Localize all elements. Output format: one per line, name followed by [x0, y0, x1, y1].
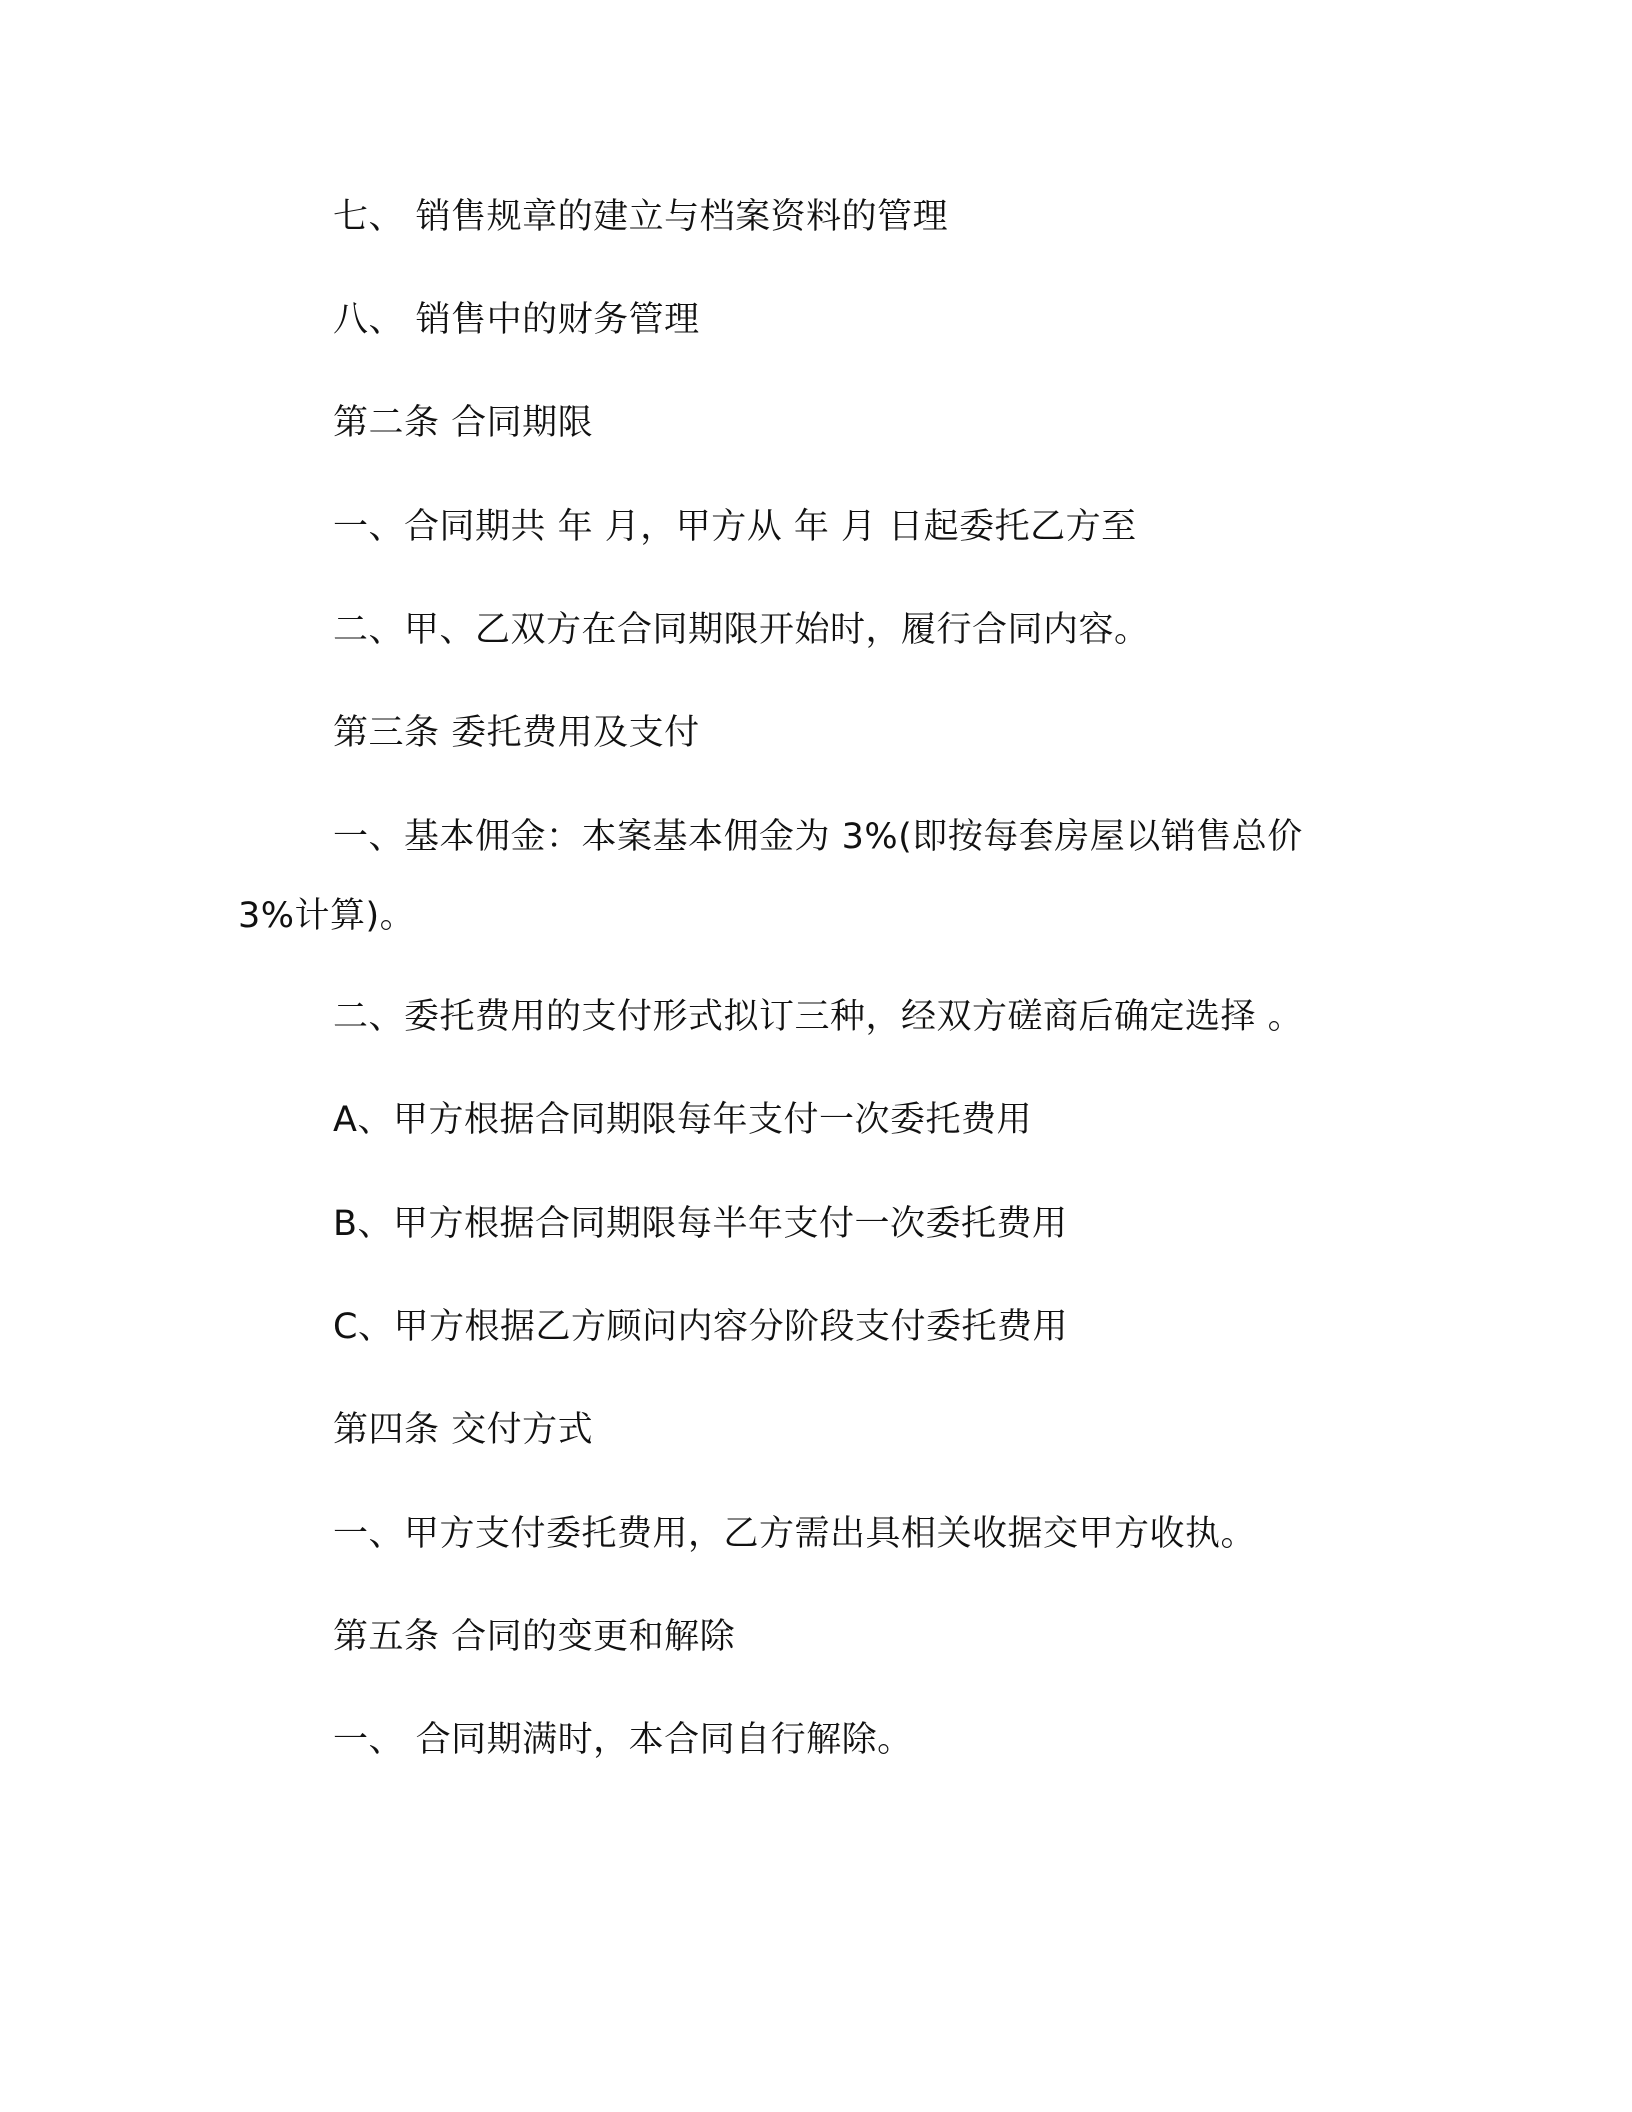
article-2-heading: 第二条 合同期限 — [333, 403, 594, 443]
payment-option-b: B、甲方根据合同期限每半年支付一次委托费用 — [333, 1204, 1068, 1244]
article-5-heading: 第五条 合同的变更和解除 — [333, 1617, 736, 1657]
article-5-clause-1: 一、 合同期满时，本合同自行解除。 — [333, 1720, 913, 1760]
article-3-clause-1: 一、基本佣金：本案基本佣金为 3%(即按每套房屋以销售总价 — [333, 817, 1303, 857]
payment-option-a: A、甲方根据合同期限每年支付一次委托费用 — [333, 1100, 1032, 1140]
article-3-clause-2: 二、委托费用的支付形式拟订三种，经双方磋商后确定选择 。 — [333, 997, 1304, 1037]
article-3-heading: 第三条 委托费用及支付 — [333, 713, 700, 753]
article-3-clause-1-continued: 3%计算)。 — [238, 896, 416, 936]
item-8-finance: 八、 销售中的财务管理 — [333, 300, 700, 340]
payment-option-c: C、甲方根据乙方顾问内容分阶段支付委托费用 — [333, 1307, 1068, 1347]
article-4-heading: 第四条 交付方式 — [333, 1410, 594, 1450]
item-7-sales-rules: 七、 销售规章的建立与档案资料的管理 — [333, 197, 949, 237]
article-2-clause-2: 二、甲、乙双方在合同期限开始时，履行合同内容。 — [333, 610, 1150, 650]
article-2-clause-1: 一、合同期共 年 月，甲方从 年 月 日起委托乙方至 — [333, 507, 1137, 547]
article-4-clause-1: 一、甲方支付委托费用，乙方需出具相关收据交甲方收执。 — [333, 1514, 1257, 1554]
